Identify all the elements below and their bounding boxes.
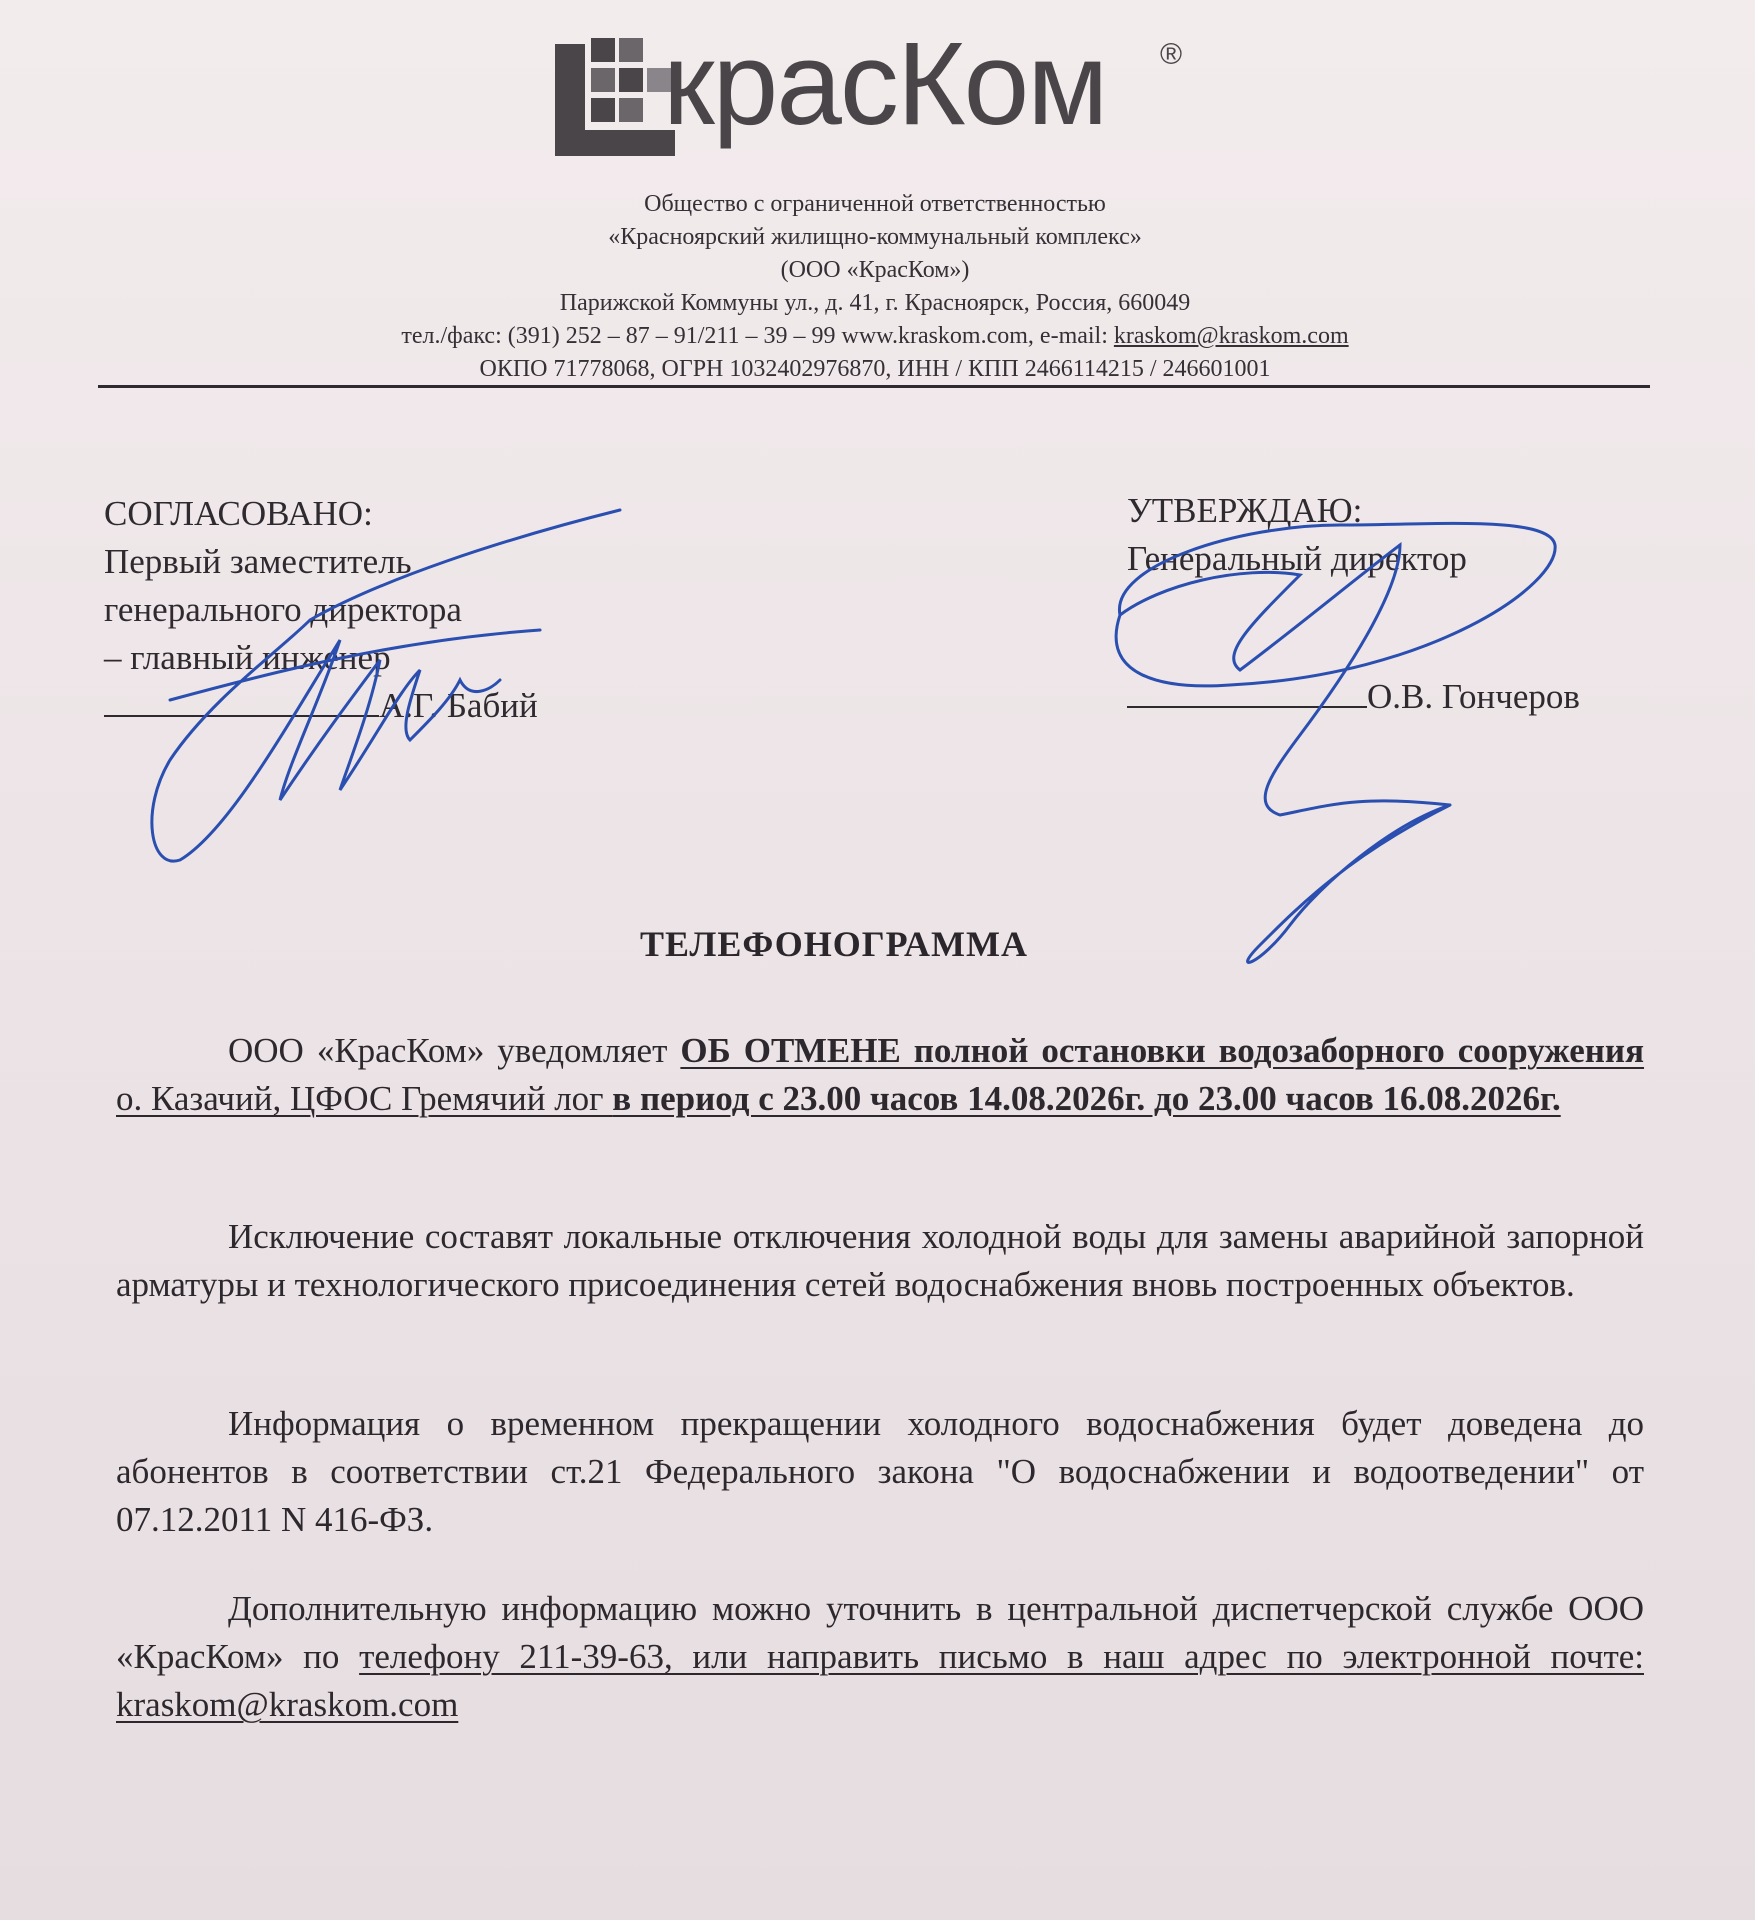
org-full-name: «Красноярский жилищно-коммунальный комплекс» <box>608 224 1142 250</box>
agreed-heading: СОГЛАСОВАНО: <box>104 494 373 533</box>
agreed-signatory-name: А.Г. Бабий <box>379 686 538 725</box>
logo-wordmark: красКом <box>663 18 1107 150</box>
org-address: Парижской Коммуны ул., д. 41, г. Красноярск, Россия, 660049 <box>559 290 1191 316</box>
paragraph-legal-basis <box>116 1400 1644 1544</box>
agreed-signature-line <box>104 687 379 717</box>
organization-header <box>100 188 1650 386</box>
registered-mark: ® <box>1160 38 1183 71</box>
p2-text: Исключение составят локальные отключения холодной воды для замены аварийной запорной арматуры и технологического присоединения сетей водоснабжения вновь построенных объектов. <box>116 1217 1644 1304</box>
org-registration-codes: ОКПО 71778068, ОГРН 1032402976870, ИНН / КПП 2466114215 / 246601001 <box>479 356 1271 382</box>
approved-signatory-name: О.В. Гончеров <box>1367 677 1580 716</box>
document-title: ТЕЛЕФОНОГРАММА <box>640 924 1028 964</box>
logo-mark-icon <box>555 38 675 156</box>
org-short-name: (ООО «КрасКом») <box>780 257 970 283</box>
paragraph-exceptions <box>116 1213 1644 1309</box>
approved-sign-row <box>1127 673 1580 721</box>
approval-agreed-block <box>104 490 538 730</box>
agreed-position-line1: Первый заместитель <box>104 542 412 581</box>
agreed-sign-row <box>104 682 538 730</box>
paragraph-cancellation <box>116 1027 1644 1123</box>
approval-approved-block <box>1127 487 1580 721</box>
agreed-position-line2: генерального директора <box>104 590 462 629</box>
approved-spacer <box>1127 583 1580 673</box>
agreed-position-line3: – главный инженер <box>104 638 391 677</box>
p1-intro: ООО «КрасКом» уведомляет <box>228 1031 681 1070</box>
approved-signature-line <box>1127 678 1367 708</box>
org-form: Общество с ограниченной ответственностью <box>644 191 1106 217</box>
p3-text: Информация о временном прекращении холодного водоснабжения будет доведена до абонентов в соответствии ст.21 Федерального закона "О водоснабжении и водоотведении" от 07.12.2011 N 416-ФЗ. <box>116 1404 1644 1539</box>
paragraph-contacts <box>116 1585 1644 1729</box>
org-email-link[interactable]: kraskom@kraskom.com <box>1113 323 1349 349</box>
kraskom-logo <box>555 18 1215 158</box>
p4-phone-email: телефону 211-39-63, или направить письмо в наш адрес по электронной почте: kraskom@kraskom.com <box>116 1637 1644 1724</box>
p4-intro: Дополнительную информацию можно уточнить в центральной диспетчерской службе ООО «КрасКом» по <box>116 1589 1644 1676</box>
p1-location: о. Казачий, ЦФОС Гремячий лог <box>116 1079 613 1118</box>
approved-heading: УТВЕРЖДАЮ: <box>1127 491 1363 530</box>
p1-cancellation-notice: ОБ ОТМЕНЕ полной остановки водозаборного сооружения <box>680 1031 1645 1070</box>
org-phone-web: тел./факс: (391) 252 – 87 – 91/211 – 39 – 99 www.kraskom.com, e-mail: <box>401 323 1114 349</box>
header-divider <box>98 385 1650 388</box>
org-contacts <box>100 320 1650 353</box>
p1-period: в период с 23.00 часов 14.08.2026г. до 23.00 часов 16.08.2026г. <box>612 1079 1561 1118</box>
approved-position: Генеральный директор <box>1127 539 1467 578</box>
